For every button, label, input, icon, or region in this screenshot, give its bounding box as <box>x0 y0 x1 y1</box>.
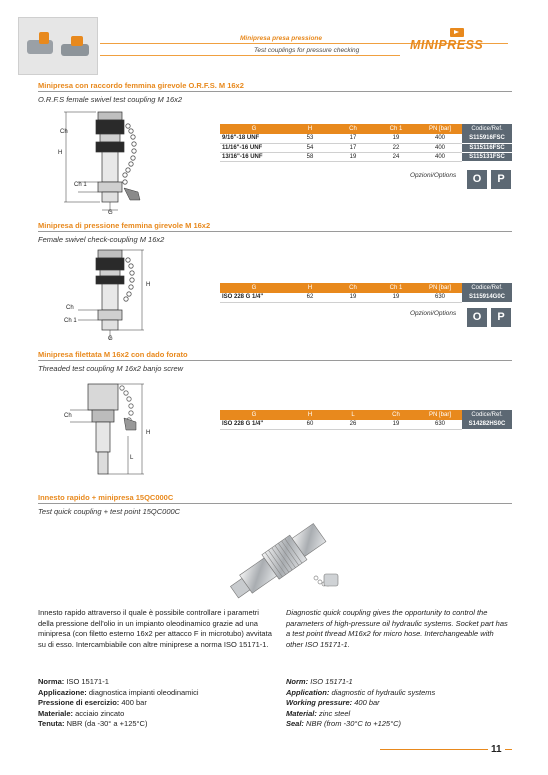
dimension-label: H <box>58 150 63 156</box>
spec-line <box>286 719 512 730</box>
fitting-cap-shape <box>39 32 49 44</box>
spec-label: Material: <box>286 708 317 718</box>
spec-label: Working pressure: <box>286 698 353 707</box>
table-cell: 26 <box>332 420 374 429</box>
table-cell: 400 <box>418 134 462 143</box>
section-subtitle: Threaded test coupling M 16x2 banjo screw <box>38 364 184 373</box>
dimension-label: G <box>108 336 113 342</box>
table-cell: 17 <box>332 134 374 143</box>
table-cell: 22 <box>374 143 418 152</box>
spec-label: Applicazione: <box>38 687 87 697</box>
option-badge-p: P <box>491 170 511 189</box>
dimension-label: Ch 1 <box>64 318 77 324</box>
section-subtitle: Female swivel check-coupling M 16x2 <box>38 235 165 244</box>
technical-drawing <box>60 246 160 344</box>
dimension-label: Ch 1 <box>74 182 87 188</box>
spec-label: Seal: <box>286 719 304 728</box>
spec-value: NBR (da -30° a +125°C) <box>66 719 148 728</box>
column-header: Codice/Ref. <box>462 124 512 134</box>
table-cell: 11/16"-16 UNF <box>220 143 288 152</box>
table-cell: 400 <box>418 143 462 152</box>
table-row <box>220 143 512 152</box>
specs-list-en <box>286 677 512 730</box>
spec-value: acciaio zincato <box>75 708 125 718</box>
spec-value: diagnostica impianti oleodinamici <box>88 687 199 697</box>
table-header-row <box>220 283 512 293</box>
table-cell-ref: S115116FSC <box>462 143 512 152</box>
column-header: G <box>220 124 288 134</box>
spec-value: diagnostic of hydraulic systems <box>331 687 436 697</box>
spec-value: 400 bar <box>354 698 380 707</box>
option-badge-o: O <box>467 308 487 327</box>
table-cell: 62 <box>288 293 332 302</box>
dimension-label: G <box>108 210 113 216</box>
table-cell: 9/16"-18 UNF <box>220 134 288 143</box>
column-header: Ch 1 <box>374 283 418 293</box>
table-cell: 58 <box>288 152 332 161</box>
column-header: H <box>288 283 332 293</box>
spec-value: ISO 15171-1 <box>66 677 109 686</box>
table-cell: 53 <box>288 134 332 143</box>
table-cell-ref: S115916FSC <box>462 134 512 143</box>
table-cell: 19 <box>332 152 374 161</box>
table-cell: ISO 228 G 1/4" <box>220 420 288 429</box>
description-it: Innesto rapido attraverso il quale è possibile controllare i parametri della pressione dell'olio in un impianto oleodinamico grazie ad una minipresa (con filetto esterno 16x2 per attacco F in microtubo) avvitata su di esso. Intercambiabile con altre miniprese a norma ISO 15171-1. <box>38 608 272 649</box>
spec-line <box>38 688 274 699</box>
column-header: Ch <box>332 283 374 293</box>
spec-line <box>286 709 512 720</box>
technical-drawing <box>56 376 156 482</box>
section-title: Minipresa filettata M 16x2 con dado forato <box>38 350 188 359</box>
logo-arrow-icon <box>450 28 464 37</box>
spec-line <box>38 709 274 720</box>
section-divider <box>38 91 512 92</box>
dimension-label: Ch <box>66 305 74 311</box>
table-cell: 17 <box>332 143 374 152</box>
spec-value: NBR (from -30°C to +125°C) <box>306 719 402 728</box>
spec-line <box>38 698 274 709</box>
brand-logo: MINIPRESS <box>410 38 484 52</box>
page-number: 11 <box>488 744 505 755</box>
table-cell-ref: S115131FSC <box>462 152 512 161</box>
dimension-label: Ch <box>60 129 68 135</box>
spec-line <box>38 719 274 730</box>
header-title-it: Minipresa presa pressione <box>240 35 323 42</box>
section-subtitle: Test quick coupling + test point 15QC000C <box>38 507 181 516</box>
table-row <box>220 152 512 161</box>
column-header: Ch <box>332 124 374 134</box>
column-header: Codice/Ref. <box>462 283 512 293</box>
column-header: H <box>288 410 332 420</box>
spec-value: zinc steel <box>318 708 351 718</box>
fitting-cap-shape <box>71 36 83 46</box>
table-cell: 13/16"-16 UNF <box>220 152 288 161</box>
description-en: Diagnostic quick coupling gives the opportunity to control the parameters of high-pressure oil hydraulic systems. Socket part has a test point thread M16x2 for micro hose. Interchangeable with other ISO 15171-1. <box>286 608 508 649</box>
column-header: PN [bar] <box>418 410 462 420</box>
table-cell: 400 <box>418 152 462 161</box>
section-title: Minipresa con raccordo femmina girevole O.R.F.S. M 16x2 <box>38 81 244 90</box>
table-row <box>220 293 512 302</box>
spec-value: ISO 15171-1 <box>310 677 353 686</box>
table-row <box>220 134 512 143</box>
dimension-label: Ch <box>64 413 72 419</box>
column-header: Ch <box>374 410 418 420</box>
section-title: Innesto rapido + minipresa 15QC000C <box>38 493 174 502</box>
spec-label: Tenuta: <box>38 719 65 728</box>
option-badge-p: P <box>491 308 511 327</box>
spec-line <box>286 688 512 699</box>
dimension-label: L <box>130 455 134 461</box>
spec-value: 400 bar <box>121 698 147 707</box>
table-cell-ref: S14282HS0C <box>462 420 512 429</box>
section-divider <box>38 360 512 361</box>
table-row <box>220 420 512 429</box>
column-header: Ch 1 <box>374 124 418 134</box>
column-header: PN [bar] <box>418 124 462 134</box>
table-cell: 630 <box>418 420 462 429</box>
table-cell: 60 <box>288 420 332 429</box>
column-header: G <box>220 283 288 293</box>
dimension-label: H <box>146 282 151 288</box>
column-header: H <box>288 124 332 134</box>
section-divider <box>38 503 512 504</box>
spec-label: Norm: <box>286 677 309 686</box>
table-cell: 54 <box>288 143 332 152</box>
spec-label: Pressione di esercizio: <box>38 698 120 707</box>
header-title-en: Test couplings for pressure checking <box>254 47 360 54</box>
options-label: Opzioni/Options <box>410 172 457 179</box>
table-cell: 19 <box>374 420 418 429</box>
spec-table <box>220 283 512 303</box>
section-subtitle: O.R.F.S female swivel test coupling M 16x2 <box>38 95 183 104</box>
spec-label: Norma: <box>38 677 65 686</box>
spec-line <box>286 677 512 688</box>
table-header-row <box>220 410 512 420</box>
table-cell: 19 <box>374 293 418 302</box>
table-cell: 19 <box>332 293 374 302</box>
column-header: L <box>332 410 374 420</box>
spec-label: Application: <box>286 687 330 697</box>
header-product-photo <box>18 17 98 75</box>
table-header-row <box>220 124 512 134</box>
table-cell: 630 <box>418 293 462 302</box>
column-header: G <box>220 410 288 420</box>
spec-table <box>220 124 512 162</box>
spec-label: Materiale: <box>38 708 74 718</box>
technical-drawing <box>46 106 156 218</box>
section-divider <box>38 231 512 232</box>
dimension-label: H <box>146 430 151 436</box>
table-cell-ref: S115914G0C <box>462 293 512 302</box>
product-photo-quick-coupling <box>220 512 350 604</box>
column-header: PN [bar] <box>418 283 462 293</box>
spec-line <box>286 698 512 709</box>
header-divider <box>100 55 400 56</box>
option-badge-o: O <box>467 170 487 189</box>
spec-table <box>220 410 512 430</box>
specs-list-it <box>38 677 274 730</box>
table-cell: 24 <box>374 152 418 161</box>
spec-line <box>38 677 274 688</box>
column-header: Codice/Ref. <box>462 410 512 420</box>
table-cell: 19 <box>374 134 418 143</box>
options-label: Opzioni/Options <box>410 310 457 317</box>
section-title: Minipresa di pressione femmina girevole M 16x2 <box>38 221 211 230</box>
table-cell: ISO 228 G 1/4" <box>220 293 288 302</box>
